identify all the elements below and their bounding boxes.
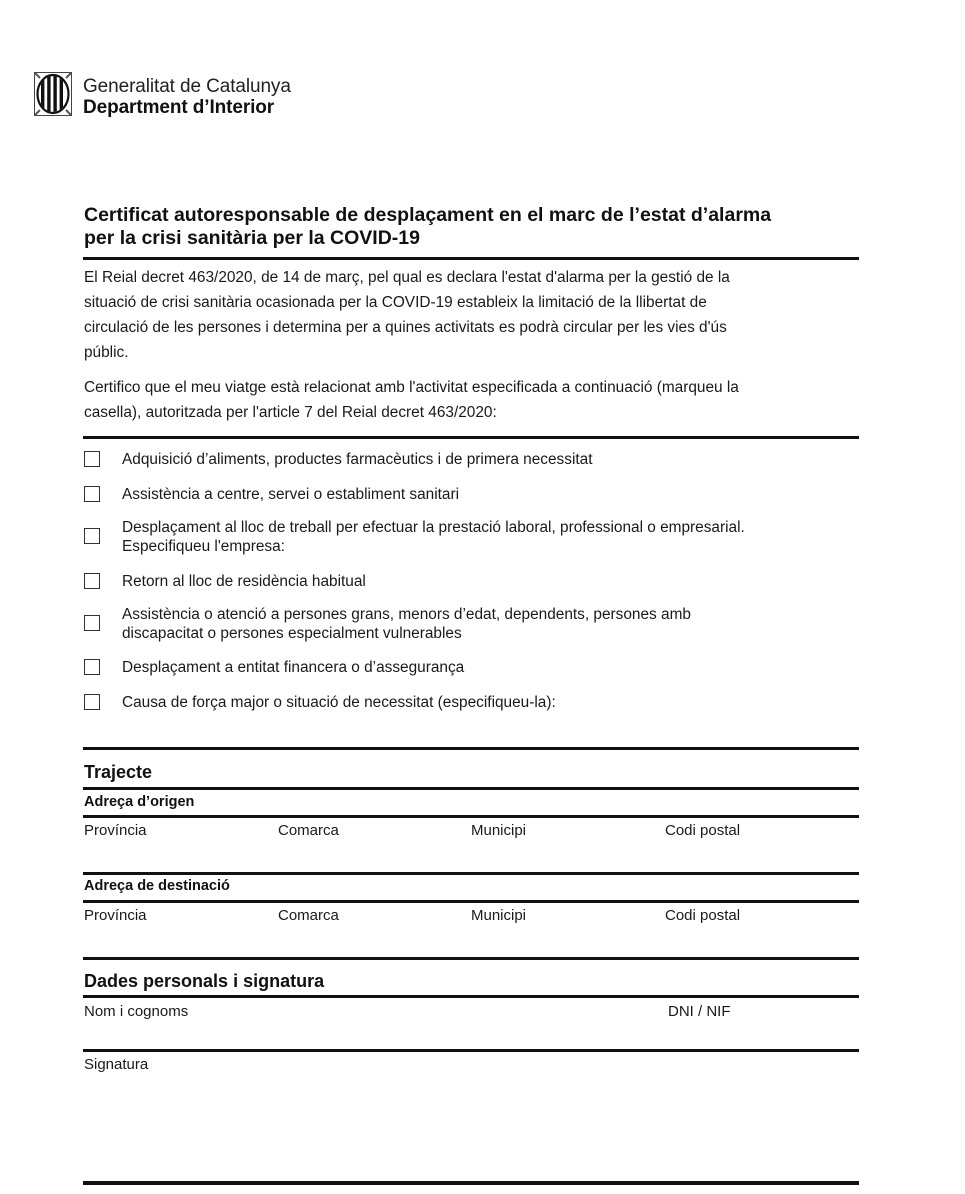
paragraph-line: Certifico que el meu viatge està relacionat amb l'activitat especificada a continuació (marqueu la xyxy=(84,379,739,396)
checkbox[interactable] xyxy=(84,486,100,502)
paragraph-line: El Reial decret 463/2020, de 14 de març, pel qual es declara l'estat d'alarma per la gestió de la xyxy=(84,269,730,286)
checkbox[interactable] xyxy=(84,694,100,710)
activity-label: Retorn al lloc de residència habitual xyxy=(122,573,366,590)
certify-paragraph xyxy=(84,375,864,425)
checkbox[interactable] xyxy=(84,615,100,631)
intro-paragraph xyxy=(84,265,864,365)
paragraph-line: públic. xyxy=(84,344,129,361)
destination-comarca-field[interactable]: Comarca xyxy=(278,907,339,924)
origin-postal-code-field[interactable]: Codi postal xyxy=(665,822,741,839)
document-title xyxy=(84,204,864,250)
destination-municipality-field[interactable]: Municipi xyxy=(471,907,527,924)
activity-label xyxy=(122,605,862,643)
divider xyxy=(83,1049,859,1052)
activity-label: Adquisició d’aliments, productes farmacèutics i de primera necessitat xyxy=(122,451,593,468)
origin-province-field[interactable]: Província xyxy=(84,822,147,839)
activity-label-line: Especifiqueu l'empresa: xyxy=(122,538,285,555)
origin-address-heading: Adreça d’origen xyxy=(84,794,195,810)
title-line: per la crisi sanitària per la COVID-19 xyxy=(84,227,420,249)
divider xyxy=(83,436,859,439)
checkbox[interactable] xyxy=(84,573,100,589)
id-number-field[interactable]: DNI / NIF xyxy=(668,1003,731,1020)
checkbox[interactable] xyxy=(84,451,100,467)
checkbox[interactable] xyxy=(84,528,100,544)
destination-postal-code-field[interactable]: Codi postal xyxy=(665,907,741,924)
activity-label: Desplaçament a entitat financera o d’assegurança xyxy=(122,659,465,676)
divider xyxy=(83,1181,859,1185)
full-name-field[interactable]: Nom i cognoms xyxy=(84,1003,189,1020)
activity-label-line: Desplaçament al lloc de treball per efectuar la prestació laboral, professional o empresarial. xyxy=(122,519,745,536)
paragraph-line: situació de crisi sanitària ocasionada per la COVID-19 estableix la limitació de la llibertat de xyxy=(84,294,707,311)
divider xyxy=(83,957,859,960)
section-heading-personal-data: Dades personals i signatura xyxy=(84,971,325,991)
divider xyxy=(83,995,859,998)
divider xyxy=(83,872,859,875)
divider xyxy=(83,815,859,818)
divider xyxy=(83,257,859,260)
department-name: Department d’Interior xyxy=(83,97,275,118)
catalonia-coat-of-arms-icon xyxy=(34,72,72,116)
checkbox[interactable] xyxy=(84,659,100,675)
title-line: Certificat autoresponsable de desplaçament en el marc de l’estat d’alarma xyxy=(84,204,772,226)
divider xyxy=(83,787,859,790)
divider xyxy=(83,747,859,750)
signature-field[interactable]: Signatura xyxy=(84,1056,149,1073)
paragraph-line: circulació de les persones i determina per a quines activitats es podrà circular per les vies d'ús xyxy=(84,319,727,336)
activity-label-line: discapacitat o persones especialment vulnerables xyxy=(122,625,462,642)
activity-label: Causa de força major o situació de necessitat (especifiqueu-la): xyxy=(122,694,556,711)
organization-name: Generalitat de Catalunya xyxy=(83,76,291,97)
activity-label xyxy=(122,518,862,556)
origin-municipality-field[interactable]: Municipi xyxy=(471,822,527,839)
divider xyxy=(83,900,859,903)
destination-address-heading: Adreça de destinació xyxy=(84,878,230,894)
section-heading-trajecte: Trajecte xyxy=(84,762,153,782)
activity-label: Assistència a centre, servei o establiment sanitari xyxy=(122,486,460,503)
origin-comarca-field[interactable]: Comarca xyxy=(278,822,339,839)
paragraph-line: casella), autoritzada per l'article 7 del Reial decret 463/2020: xyxy=(84,404,497,421)
destination-province-field[interactable]: Província xyxy=(84,907,147,924)
activity-label-line: Assistència o atenció a persones grans, menors d’edat, dependents, persones amb xyxy=(122,606,691,623)
